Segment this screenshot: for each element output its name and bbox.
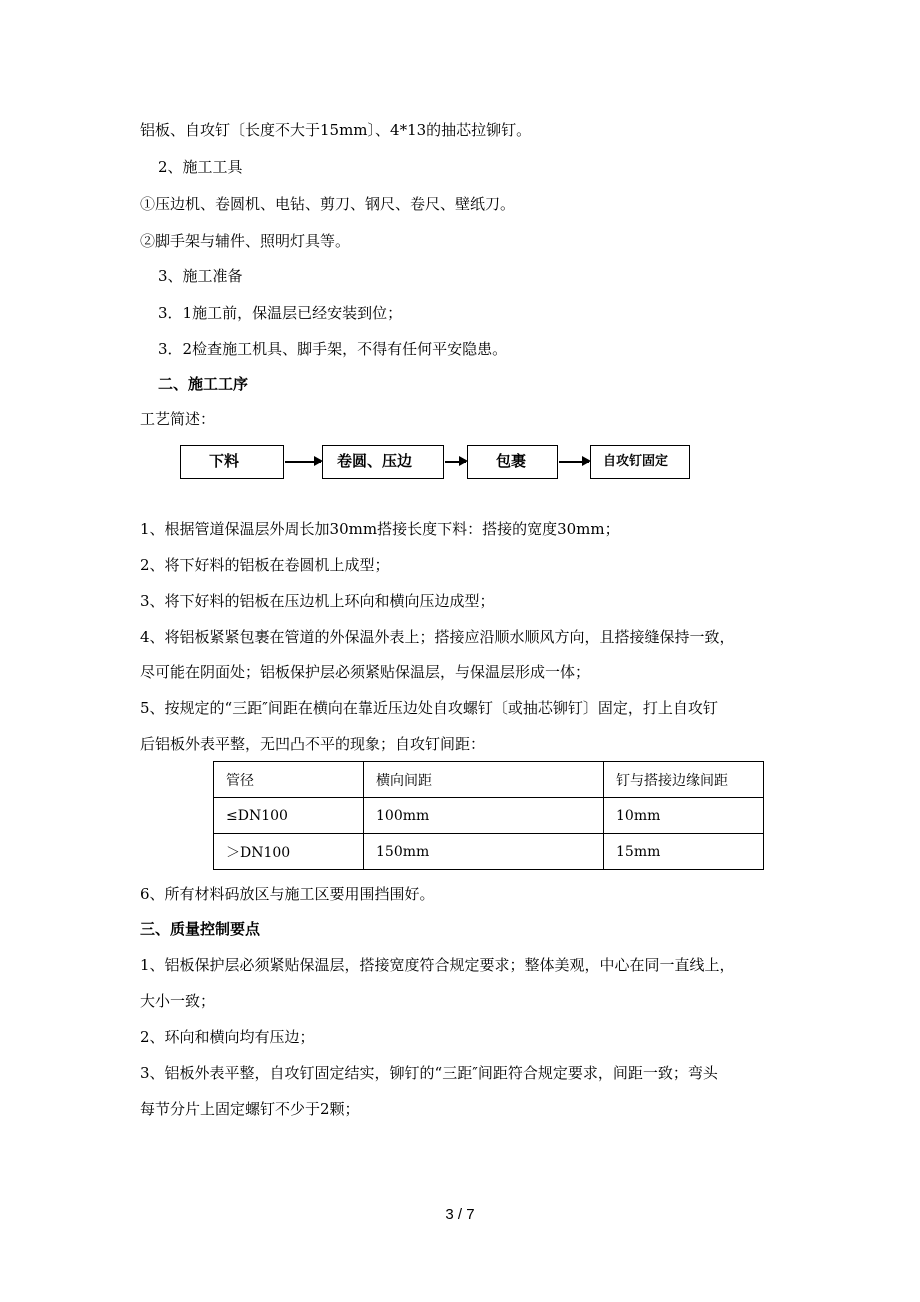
prep-item-2: 3．2检查施工机具、脚手架，不得有任何平安隐患。 (158, 340, 508, 358)
prep-heading: 3、施工准备 (158, 267, 243, 285)
materials-line: 铝板、自攻钉〔长度不大于15mm〕、4*13的抽芯拉铆钉。 (140, 121, 532, 139)
table-row (214, 834, 764, 870)
table-row (214, 798, 764, 834)
step-1: 1、根据管道保温层外周长加30mm搭接长度下料：搭接的宽度30mm； (140, 520, 620, 538)
table-header-row (214, 762, 764, 798)
step-4-line-2: 尽可能在阴面处；铝板保护层必须紧贴保温层，与保温层形成一体； (140, 663, 591, 681)
flow-arrow-1 (285, 461, 321, 463)
flow-arrow-3 (559, 461, 589, 463)
flow-step-wrap: 包裹 (467, 445, 558, 479)
section-heading-3: 三、质量控制要点 (140, 920, 261, 938)
quality-2: 2、环向和横向均有压边； (140, 1028, 315, 1046)
prep-item-1: 3．1施工前，保温层已经安装到位； (158, 304, 403, 322)
page-number: 3 / 7 (445, 1206, 475, 1223)
table-header-cell: 管径 (214, 762, 364, 798)
step-5-line-1: 5、按规定的“三距″间距在横向在靠近压边处自攻螺钉〔或抽芯铆钉〕固定，打上自攻钉 (140, 699, 718, 717)
step-4-line-1: 4、将铝板紧紧包裹在管道的外保温外表上；搭接应沿顺水顺风方向，且搭接缝保持一致， (140, 628, 735, 646)
section-heading-2: 二、施工工序 (158, 375, 249, 393)
flow-step-fasten: 自攻钉固定 (590, 445, 690, 479)
flow-step-cut: 下料 (180, 445, 284, 479)
step-2: 2、将下好料的铝板在卷圆机上成型； (140, 556, 390, 574)
step-6: 6、所有材料码放区与施工区要用围挡围好。 (140, 885, 435, 903)
screw-spacing-table (213, 761, 764, 870)
flow-step-roll-press: 卷圆、压边 (322, 445, 444, 479)
table-cell: 100mm (364, 798, 604, 834)
table-cell: ≤DN100 (214, 798, 364, 834)
quality-1-line-1: 1、铝板保护层必须紧贴保温层，搭接宽度符合规定要求；整体美观，中心在同一直线上， (140, 956, 735, 974)
step-5-line-2: 后铝板外表平整，无凹凸不平的现象；自攻钉间距： (140, 735, 486, 753)
process-summary-label: 工艺简述： (140, 410, 216, 428)
table-header-cell: 钉与搭接边缘间距 (604, 762, 764, 798)
quality-3-line-2: 每节分片上固定螺钉不少于2颗； (140, 1100, 360, 1118)
table-cell: 150mm (364, 834, 604, 870)
table-cell: ＞DN100 (214, 834, 364, 870)
table-header-cell: 横向间距 (364, 762, 604, 798)
tools-item-2: ②脚手架与辅件、照明灯具等。 (140, 232, 351, 250)
table-cell: 15mm (604, 834, 764, 870)
tools-item-1: ①压边机、卷圆机、电钻、剪刀、钢尺、卷尺、壁纸刀。 (140, 195, 516, 213)
tools-heading: 2、施工工具 (158, 158, 243, 176)
quality-3-line-1: 3、铝板外表平整，自攻钉固定结实，铆钉的“三距″间距符合规定要求，间距一致；弯头 (140, 1064, 718, 1082)
flow-arrow-2 (445, 461, 466, 463)
step-3: 3、将下好料的铝板在压边机上环向和横向压边成型； (140, 592, 495, 610)
table-cell: 10mm (604, 798, 764, 834)
quality-1-line-2: 大小一致； (140, 992, 216, 1010)
